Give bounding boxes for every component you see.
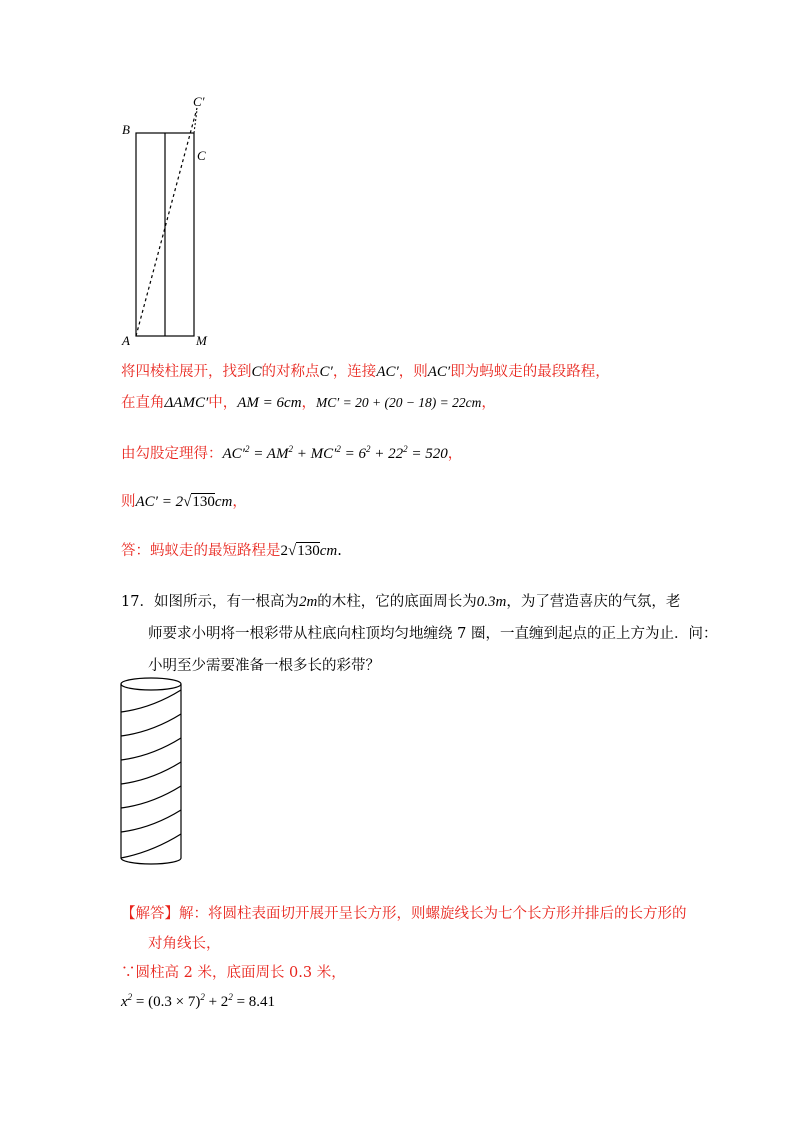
math-part: = (0.3 × 7)	[132, 994, 201, 1010]
math-part: cm	[319, 543, 338, 559]
radicand: 130	[192, 494, 215, 510]
spiral-band	[121, 690, 181, 712]
math: AC′	[427, 364, 451, 380]
spiral-band	[121, 738, 181, 760]
text: 17．如图所示，有一根高为	[121, 594, 299, 610]
exponent: 2	[228, 992, 233, 1002]
text: ，为了营造喜庆的气氛，老	[506, 594, 681, 610]
text: 由勾股定理得：	[121, 446, 223, 462]
math-part: + 22	[370, 446, 404, 462]
problem17-line3: 小明至少需要准备一根多长的彩带？	[148, 658, 380, 674]
solution17-line1: 【解答】解：将圆柱表面切开展开呈长方形，则螺旋线长为七个长方形并排后的长方形的	[121, 906, 687, 922]
math-part: AC′ = 2	[135, 494, 184, 510]
cylinder-bottom-front	[121, 858, 181, 864]
math: AC′	[376, 364, 399, 380]
text: 中，	[208, 395, 238, 411]
text: ，	[301, 395, 317, 411]
math-part: = 6	[340, 446, 366, 462]
math: 2m	[298, 594, 318, 610]
label-C-prime: C′	[193, 94, 205, 109]
math: ΔAMC′	[164, 395, 209, 411]
exponent: 2	[336, 444, 341, 454]
exponent: 2	[288, 444, 293, 454]
sqrt-symbol: √	[288, 543, 297, 559]
text: 的对称点	[261, 364, 320, 380]
math: MC′ = 20 + (20 − 18) = 22cm	[316, 395, 482, 410]
math-part: + 2	[204, 994, 229, 1010]
math	[121, 994, 275, 1010]
math-part: = AM	[249, 446, 289, 462]
text: ，	[232, 494, 247, 510]
exponent: 2	[127, 992, 133, 1002]
label-B: B	[122, 122, 130, 137]
label-A: A	[122, 333, 130, 348]
exponent: 2	[200, 992, 205, 1002]
problem17-line2: 师要求小明将一根彩带从柱底向柱顶均匀地缠绕 7 圈，一直缠到起点的正上方为止．问：	[148, 626, 718, 642]
text: ，	[447, 446, 463, 462]
math: 0.3m	[476, 594, 507, 610]
label-C: C	[197, 148, 206, 163]
math-part: cm	[214, 494, 233, 510]
math: AM = 6cm	[237, 395, 302, 411]
spiral-band	[121, 834, 181, 858]
radicand: 130	[297, 543, 320, 559]
text: 答：蚂蚁走的最短路程是	[121, 543, 281, 559]
text: ，	[481, 395, 496, 411]
math-part: 2	[280, 543, 288, 559]
spiral-band	[121, 786, 181, 808]
math-part: = 520	[407, 446, 448, 462]
exponent: 2	[244, 444, 250, 454]
solution17-line4	[121, 991, 275, 1011]
text: ，则	[398, 364, 428, 380]
text: .	[337, 543, 342, 559]
text: 即为蚂蚁走的最段路程，	[450, 364, 610, 380]
label-M: M	[196, 333, 207, 348]
spiral-band	[121, 762, 181, 784]
cylinder-top	[121, 678, 181, 690]
text: 的木柱，它的底面周长为	[317, 594, 477, 610]
sqrt-symbol: √	[183, 494, 192, 510]
math-part: AC′	[222, 446, 245, 462]
spiral-band	[121, 810, 181, 832]
math-part: + MC′	[292, 446, 337, 462]
math-part: = 8.41	[232, 994, 276, 1010]
text: 则	[121, 494, 136, 510]
text: 将四棱柱展开，找到	[121, 364, 252, 380]
text: 在直角	[121, 395, 165, 411]
text: ，连接	[332, 364, 377, 380]
math: C′	[319, 364, 333, 380]
math: C	[251, 364, 262, 380]
exponent: 2	[403, 444, 408, 454]
spiral-band	[121, 714, 181, 736]
solution17-line3: ∵圆柱高 2 米，底面周长 0.3 米，	[121, 965, 346, 981]
solution17-line2: 对角线长，	[148, 936, 221, 952]
math-part: x	[121, 994, 128, 1010]
exponent: 2	[366, 444, 371, 454]
